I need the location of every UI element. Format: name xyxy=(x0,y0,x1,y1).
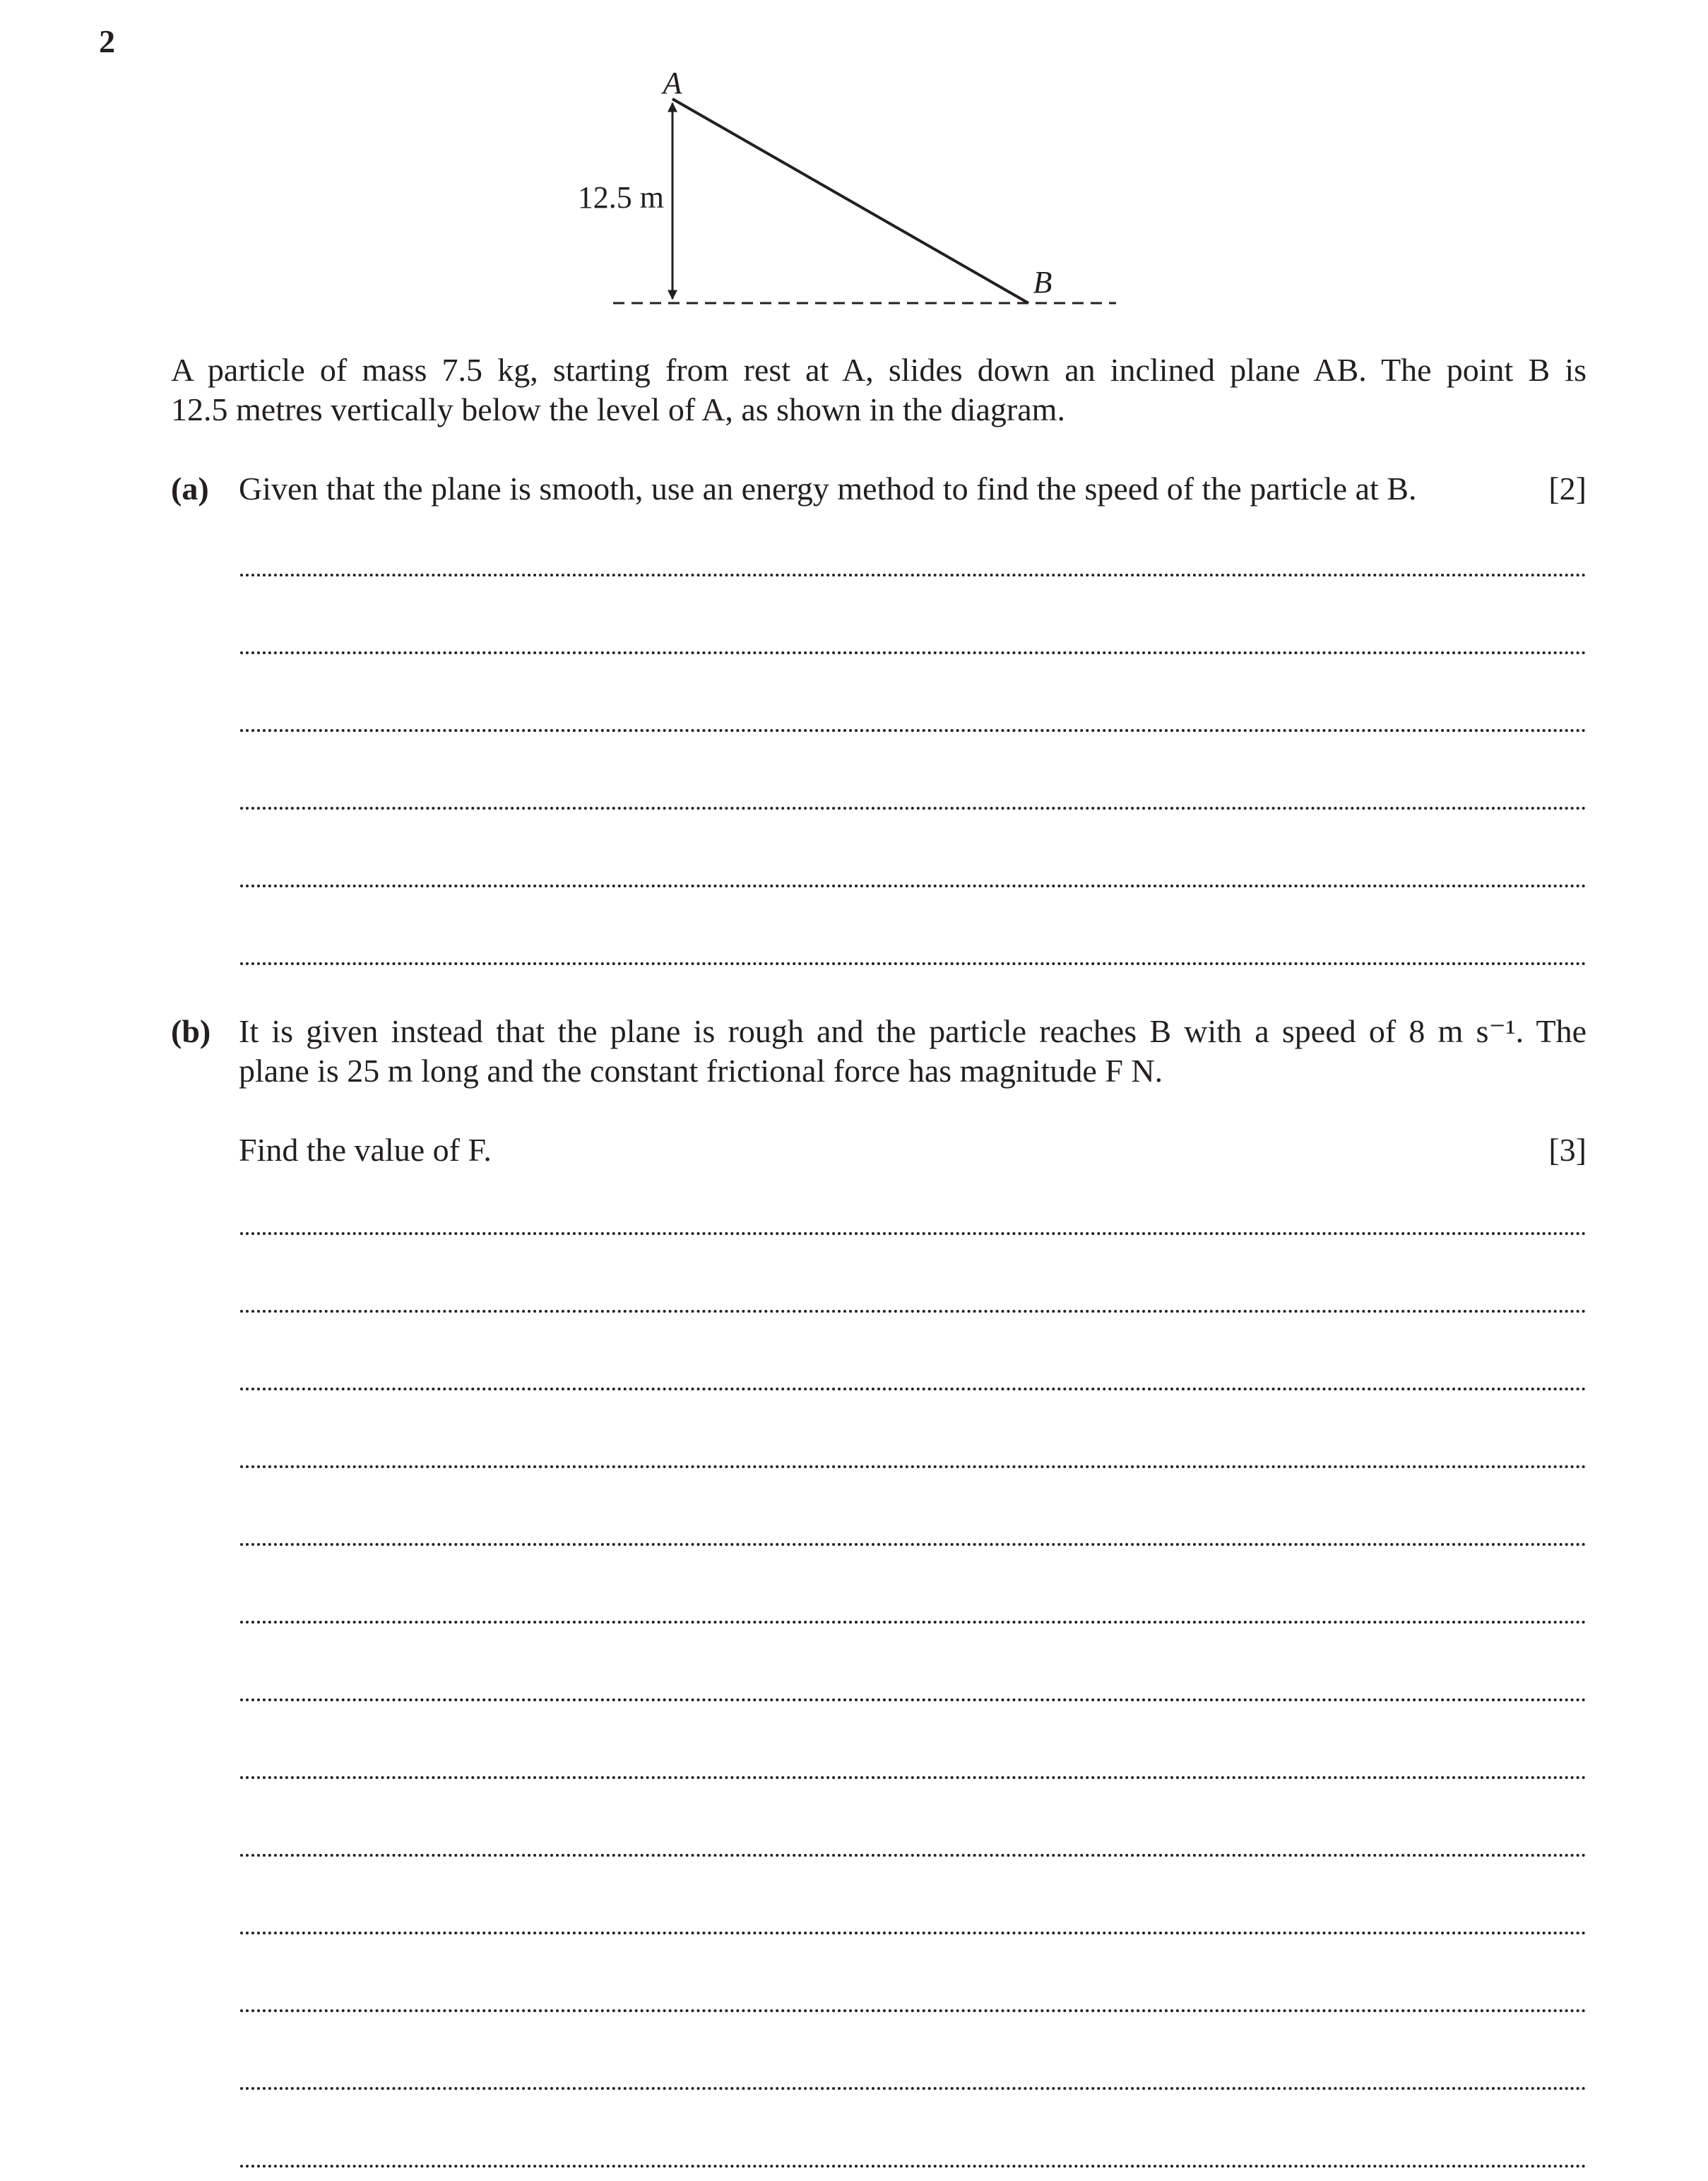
part-a-answer-line[interactable] xyxy=(240,651,1587,654)
part-b-answer-line[interactable] xyxy=(240,1698,1587,1701)
part-b-answer-line[interactable] xyxy=(240,2009,1587,2012)
part-b-answer-line[interactable] xyxy=(240,1232,1587,1235)
part-b-text-line-1: It is given instead that the plane is rough and the particle reaches B with a speed of 8 m s⁻¹. The xyxy=(239,1013,1587,1049)
intro-line-2: 12.5 metres vertically below the level of A, as shown in the diagram. xyxy=(171,391,1065,427)
part-b-marks: [3] xyxy=(1548,1132,1587,1168)
height-label: 12.5 m xyxy=(577,180,664,215)
label-b: B xyxy=(1033,265,1052,300)
part-b-answer-line[interactable] xyxy=(240,1621,1587,1624)
part-a-answer-line[interactable] xyxy=(240,885,1587,887)
part-b-answer-line[interactable] xyxy=(240,1776,1587,1779)
part-b-answer-line[interactable] xyxy=(240,2165,1587,2168)
part-a-answer-line[interactable] xyxy=(240,962,1587,965)
part-a-text: Given that the plane is smooth, use an energy method to find the speed of the particle at B. xyxy=(239,471,1417,507)
part-b-answer-line[interactable] xyxy=(240,1932,1587,1934)
intro-line-1: A particle of mass 7.5 kg, starting from rest at A, slides down an inclined plane AB. The point B is xyxy=(171,352,1587,388)
part-b-answer-line[interactable] xyxy=(240,1465,1587,1468)
answer-area xyxy=(240,0,1587,2181)
part-b-label: (b) xyxy=(171,1013,211,1049)
part-b-answer-line[interactable] xyxy=(240,1854,1587,1857)
part-b-answer-line[interactable] xyxy=(240,1543,1587,1546)
question-number: 2 xyxy=(99,23,115,59)
part-a-label: (a) xyxy=(171,471,209,507)
part-a-marks: [2] xyxy=(1548,471,1587,507)
part-b-instruction: Find the value of F. xyxy=(239,1132,492,1168)
part-b-text-line-2: plane is 25 m long and the constant frictional force has magnitude F N. xyxy=(239,1053,1163,1089)
label-a: A xyxy=(663,66,682,100)
part-b-answer-line[interactable] xyxy=(240,1388,1587,1390)
part-b-answer-line[interactable] xyxy=(240,1310,1587,1313)
part-a-answer-line[interactable] xyxy=(240,807,1587,810)
part-a-answer-line[interactable] xyxy=(240,729,1587,732)
part-b-answer-line[interactable] xyxy=(240,2087,1587,2090)
part-a-answer-line[interactable] xyxy=(240,574,1587,577)
